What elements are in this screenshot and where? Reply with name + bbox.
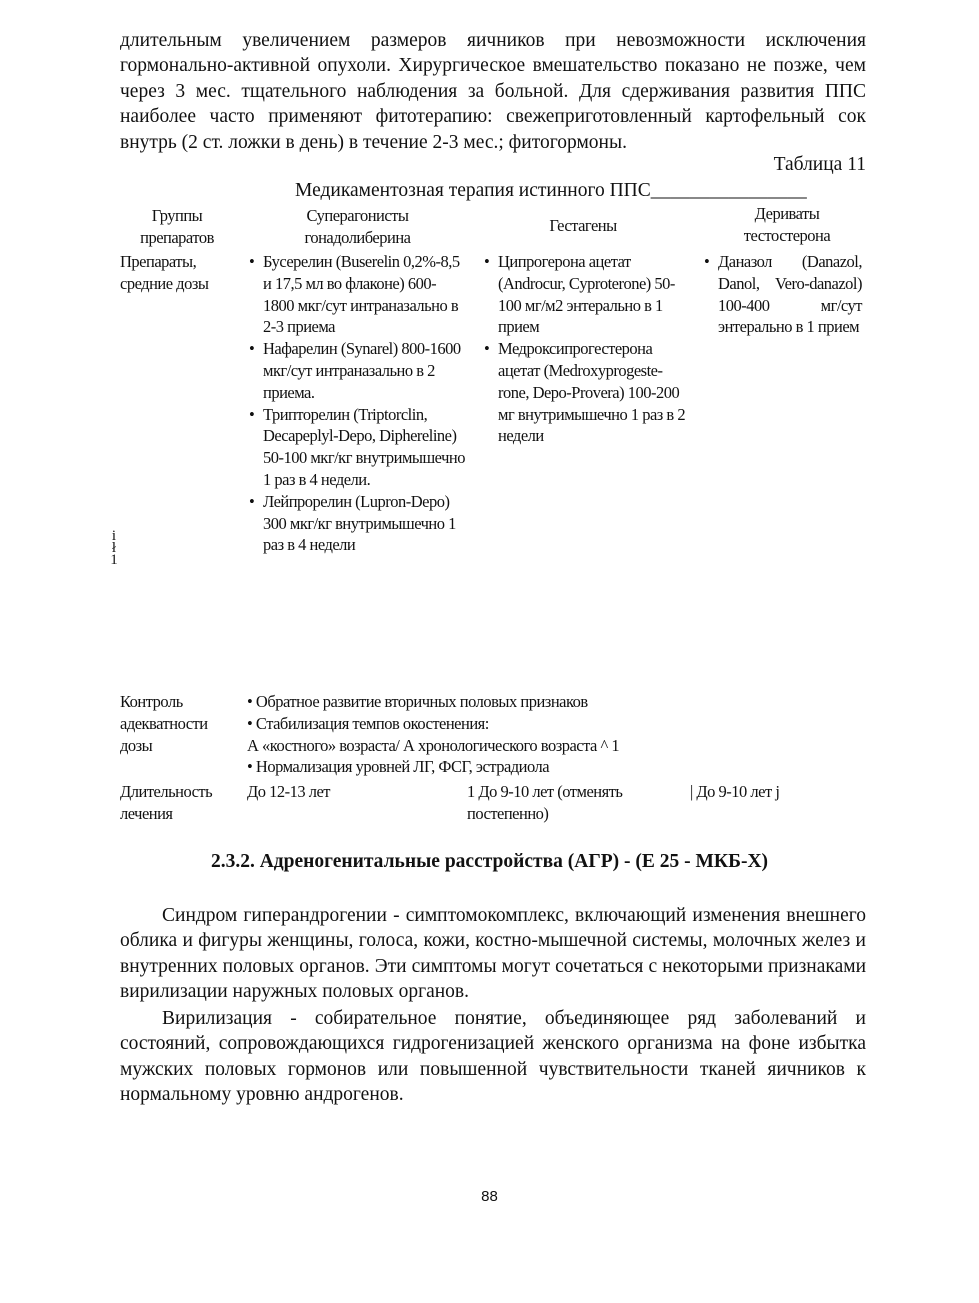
header-gestagens: Гестагены xyxy=(549,216,617,235)
header-groups: Группы препаратов xyxy=(140,206,214,247)
header-derivatives: Дериваты тестостерона xyxy=(743,204,831,245)
list-item: • Даназол (Danazol, Danol, Vero-danazol) 100-400 мг/сут энтерально в 1 прием xyxy=(702,251,862,338)
table-title: Медикаментозная терапия истинного ППС________________ xyxy=(295,180,807,201)
list-item: • Ципрогерона ацетат (Androcur, Cyproterone) 50-100 мг/м2 энтерально в 1 прием xyxy=(482,251,692,338)
row-drugs-label: Препараты, средние дозы xyxy=(120,252,209,293)
page-number: 88 xyxy=(481,1188,498,1205)
control-line: • Обратное развитие вторичных половых признаков xyxy=(247,692,588,711)
paragraph-hyperandrogenism: Синдром гиперандрогении - симптомокомплекс, включающий изменения внешнего облика и фигуры женщины, голоса, кожи, костно-мышечной системы, молочных желез и внутренних половых органов. Эти симптомы могут сочетаться с некоторыми признаками вирилизации наружных половых органов. xyxy=(120,905,866,1003)
row-duration-label: Длительность лечения xyxy=(120,782,213,823)
duration-gestagens: 1 До 9-10 лет (отменять постепенно) xyxy=(467,782,623,823)
control-line: • Нормализация уровней ЛГ, ФСГ, эстрадиола xyxy=(247,757,550,777)
control-line: А «костного» возраста/ А хронологического возраста ^ 1 xyxy=(247,735,620,755)
gestagens-list xyxy=(482,251,692,447)
list-item: • Медроксипрогестерона ацетат (Medroxyprogeste-rone, Depo-Provera) 100-200 мг внутримышечно 1 раз в 2 недели xyxy=(482,338,692,447)
list-item: • Бусерелин (Buserelin 0,2%-8,5 и 17,5 мл во флаконе) 600-1800 мкг/сут интраназально в 2-3 приема xyxy=(247,251,467,338)
margin-mark: i ł 1 xyxy=(110,528,118,568)
list-item: • Трипторелин (Triptorclin, Decapeplyl-Depo, Diphereline) 50-100 мкг/кг внутримышечно 1 раз в 4 недели. xyxy=(247,404,467,491)
control-details xyxy=(247,691,847,778)
list-item: • Лейпрорелин (Lupron-Depo) 300 мкг/кг внутримышечно 1 раз в 4 недели xyxy=(247,491,467,556)
table-number: Таблица 11 xyxy=(773,154,866,175)
row-control-label: Контроль адекватности дозы xyxy=(120,692,208,755)
superagonists-list xyxy=(247,251,467,556)
duration-derivatives: | До 9-10 лет j xyxy=(690,782,780,801)
list-item: • Нафарелин (Synarel) 800-1600 мкг/сут интраназально в 2 приема. xyxy=(247,338,467,403)
header-superagonists: Суперагонисты гонадолиберина xyxy=(304,206,411,247)
section-heading: 2.3.2. Адреногенитальные расстройства (АГР) - (Е 25 - МКБ-Х) xyxy=(210,851,769,872)
paragraph-virilization: Вирилизация - собирательное понятие, объединяющее ряд заболеваний и состояний, сопровождающихся гидрогенизацией женского организма на фоне избытка мужских половых гормонов или повышенной чувствительности тканей яичников к нормальному уровню андрогенов. xyxy=(120,1008,866,1106)
derivatives-list xyxy=(702,251,862,338)
intro-paragraph: длительным увеличением размеров яичников при невозможности исключения гормонально-активной опухоли. Хирургическое вмешательство показано не позже, чем через 3 мес. тщательного наблюдения за больной. Для сдерживания развития ППС наиболее часто применяют фитотерапию: свежеприготовленный картофельный сок внутрь (2 ст. ложки в день) в течение 2-3 мес.; фитогормоны. xyxy=(120,30,866,153)
duration-superagonists: До 12-13 лет xyxy=(247,782,331,801)
control-line: • Стабилизация темпов окостенения: xyxy=(247,713,489,733)
